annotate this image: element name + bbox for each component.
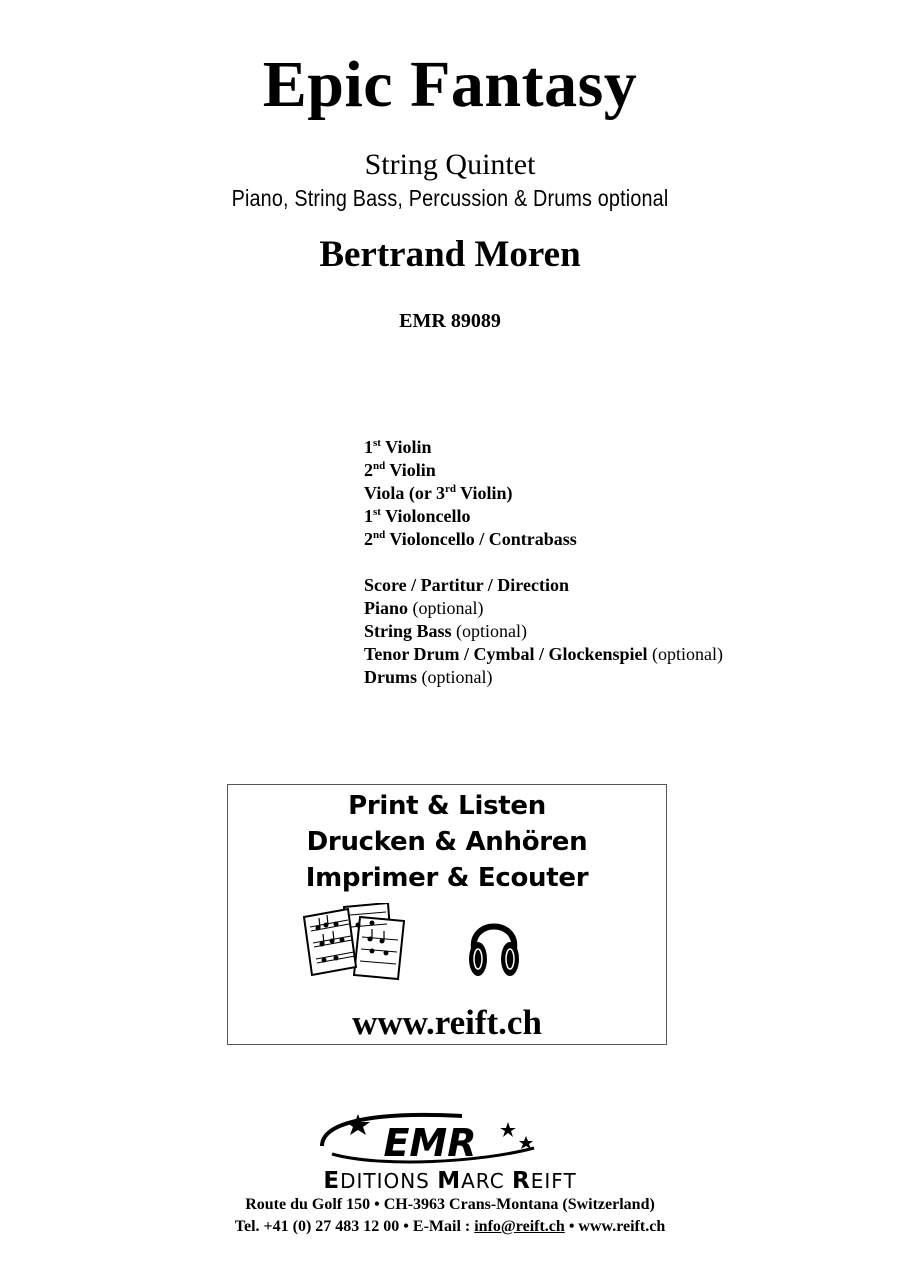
- composer-name: Bertrand Moren: [319, 234, 581, 275]
- part-item: Tenor Drum / Cymbal / Glockenspiel (optional): [364, 644, 724, 664]
- part-item: String Bass (optional): [364, 621, 528, 641]
- publisher-name: EDITIONS MARC REIFT: [323, 1168, 577, 1194]
- part-item: 1st Violoncello: [364, 506, 471, 526]
- emr-logo: [312, 1110, 544, 1166]
- part-item: Score / Partitur / Direction: [364, 575, 569, 595]
- string-parts-list: [364, 436, 577, 551]
- logo-text: EMR: [383, 1121, 477, 1165]
- publisher-address: Route du Golf 150 • CH-3963 Crans-Montana (Switzerland): [245, 1196, 655, 1213]
- part-item: Drums (optional): [364, 667, 493, 687]
- sheet-music-icon: [300, 903, 412, 983]
- promo-line-german: Drucken & Anhören: [306, 827, 588, 857]
- page-title: Epic Fantasy: [262, 48, 638, 121]
- contact-tel: Tel. +41 (0) 27 483 12 00 • E-Mail :: [234, 1218, 475, 1235]
- part-item: 1st Violin: [364, 437, 432, 457]
- headphones-icon: [466, 909, 522, 981]
- publisher-contact: [0, 1219, 900, 1235]
- other-parts-list: [364, 574, 723, 689]
- subtitle: String Quintet: [364, 148, 536, 181]
- part-item: 2nd Violin: [364, 460, 436, 480]
- promo-line-english: Print & Listen: [348, 791, 546, 821]
- print-listen-box: [227, 784, 667, 1045]
- part-item: Viola (or 3rd Violin): [364, 483, 513, 503]
- email-link[interactable]: info@reift.ch: [474, 1218, 565, 1235]
- catalog-number: EMR 89089: [399, 310, 501, 332]
- contact-web[interactable]: • www.reift.ch: [564, 1218, 666, 1235]
- part-item: 2nd Violoncello / Contrabass: [364, 529, 577, 549]
- part-item: Piano (optional): [364, 598, 484, 618]
- instrumentation-line: Piano, String Bass, Percussion & Drums optional: [231, 185, 669, 211]
- promo-line-french: Imprimer & Ecouter: [305, 863, 589, 893]
- promo-website[interactable]: www.reift.ch: [352, 1003, 542, 1042]
